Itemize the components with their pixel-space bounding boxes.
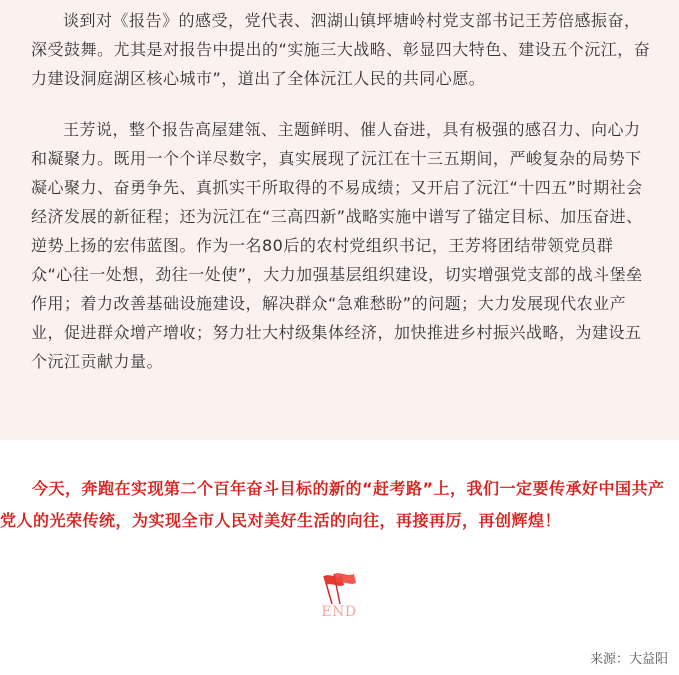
closing-statement: 今天，奔跑在实现第二个百年奋斗目标的新的“赶考路”上，我们一定要传承好中国共产党人的光荣传统，为实现全市人民对美好生活的向往，再接再厉，再创辉煌！ [0, 479, 665, 530]
end-label: END [321, 604, 357, 620]
source-credit: 来源：大益阳 [589, 652, 668, 667]
article-paragraph-1: 谈到对《报告》的感受，党代表、泗湖山镇坪塘岭村党支部书记王芳倍感振奋，深受鼓舞。尤其是对报告中提出的“实施三大战略、彰显四大特色、建设五个沅江，奋力建设洞庭湖区核心城市”，道出了全体沅江人民的共同心愿。 [31, 11, 651, 88]
red-flags-icon [310, 570, 362, 630]
article-paragraph-2: 王芳说，整个报告高屋建瓴、主题鲜明、催人奋进，具有极强的感召力、向心力和凝聚力。既用一个个详尽数字，真实展现了沅江在十三五期间，严峻复杂的局势下凝心聚力、奋勇争先、真抓实干所取得的不易成绩；又开启了沅江“十四五”时期社会经济发展的新征程；还为沅江在“三高四新”战略实施中谱写了锚定目标、加压奋进、逆势上扬的宏伟蓝图。作为一名80后的农村党组织书记，王芳将团结带领党员群众“心往一处想，劲往一处使”，大力加强基层组织建设，切实增强党支部的战斗堡垒作用；着力改善基础设施建设，解决群众“急难愁盼”的问题；大力发展现代农业产业，促进群众增产增收；努力壮大村级集体经济，加快推进乡村振兴战略，为建设五个沅江贡献力量。 [31, 120, 643, 371]
